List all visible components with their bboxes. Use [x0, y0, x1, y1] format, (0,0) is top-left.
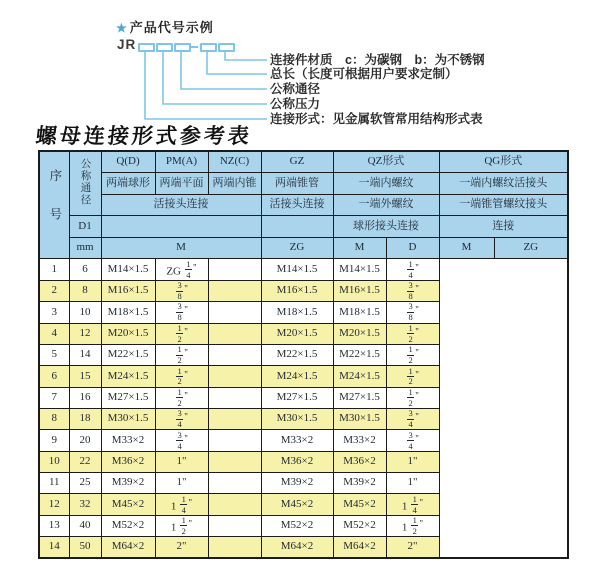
header-sub-gz: 两端锥管 [261, 173, 333, 195]
cell-d-qz: M22×1.5 [261, 344, 333, 365]
header-conn-qg-3: 连接 [439, 216, 568, 238]
cell-zg-gz: $\frac{1}{2}$ " [155, 387, 208, 408]
table-body [39, 259, 568, 558]
cell-zg-gz: $\frac{1}{2}$ " [155, 344, 208, 365]
cell-m-union: M33×2 [101, 430, 155, 451]
table-row [39, 344, 568, 365]
cell-d-qz: M52×2 [261, 515, 333, 536]
cell-m-union: M18×1.5 [101, 302, 155, 323]
cell-serial: 7 [39, 387, 69, 408]
cell-d-qz: M14×1.5 [261, 259, 333, 280]
cell-zg-qg: $\frac{3}{8}$ " [386, 302, 439, 323]
table-row [39, 451, 568, 472]
header-conn-qg-2: 一端锥管螺纹接头 [439, 194, 568, 216]
header-thread-m: M [101, 237, 261, 259]
cell-m-union: M16×1.5 [101, 280, 155, 301]
cell-dn: 10 [69, 302, 101, 323]
cell-serial: 3 [39, 302, 69, 323]
cell-serial: 6 [39, 366, 69, 387]
cell-serial: 2 [39, 280, 69, 301]
header-sub-qg: 一端内螺纹活接头 [439, 173, 568, 195]
cell-zg-qg: $\frac{1}{2}$ " [386, 387, 439, 408]
header-group-qg: QG形式 [439, 151, 568, 173]
connector-line [225, 51, 267, 60]
cell-zg-gz: 2" [155, 537, 208, 558]
cell-m-union: M14×1.5 [101, 259, 155, 280]
cell-d-qz: M18×1.5 [261, 302, 333, 323]
cell-zg-gz: 1 $\frac{1}{2}$ " [155, 515, 208, 536]
header-thread-m-qz: M [333, 237, 386, 259]
header-serial: 序号 [39, 151, 69, 259]
cell-m-qz [208, 366, 261, 387]
cell-zg-qg: $\frac{1}{2}$ " [386, 344, 439, 365]
header-blank-union [101, 216, 261, 238]
header-blank-gz [261, 216, 333, 238]
diagram-label-pressure: 公称压力 [270, 97, 321, 111]
cell-m-qz [208, 537, 261, 558]
table-row [39, 323, 568, 344]
header-unit-mm: mm [69, 237, 101, 259]
connector-line [163, 51, 267, 104]
cell-m-qz [208, 515, 261, 536]
header-sub-qd: 两端球形 [101, 173, 155, 195]
cell-m-union: M27×1.5 [101, 387, 155, 408]
cell-zg-qg: $\frac{3}{4}$ " [386, 430, 439, 451]
code-prefix-label: JR [117, 37, 137, 52]
cell-zg-qg: 1" [386, 473, 439, 494]
code-box-3 [174, 43, 191, 52]
cell-m-qz [208, 259, 261, 280]
cell-m-union: M20×1.5 [101, 323, 155, 344]
cell-m-qg: M64×2 [333, 537, 386, 558]
table-header [39, 151, 568, 259]
cell-m-union: M22×1.5 [101, 344, 155, 365]
header-group-pma: PM(A) [155, 151, 208, 173]
cell-zg-gz: 1 $\frac{1}{4}$ " [155, 494, 208, 515]
connector-line [207, 51, 267, 74]
cell-serial: 12 [39, 494, 69, 515]
cell-zg-gz: $\frac{3}{4}$ " [155, 430, 208, 451]
header-thread-m-qg: M [439, 237, 494, 259]
cell-dn: 40 [69, 515, 101, 536]
cell-zg-qg: 2" [386, 537, 439, 558]
cell-m-union: M36×2 [101, 451, 155, 472]
cell-serial: 13 [39, 515, 69, 536]
cell-d-qz: M33×2 [261, 430, 333, 451]
cell-dn: 15 [69, 366, 101, 387]
cell-m-qg: M22×1.5 [333, 344, 386, 365]
header-thread-d-qz: D [386, 237, 439, 259]
cell-serial: 9 [39, 430, 69, 451]
cell-dn: 25 [69, 473, 101, 494]
header-sub-nzc: 两端内锥 [208, 173, 261, 195]
cell-m-union: M30×1.5 [101, 408, 155, 429]
header-group-qd: Q(D) [101, 151, 155, 173]
cell-m-qz [208, 408, 261, 429]
cell-zg-gz: 1" [155, 451, 208, 472]
cell-m-qz [208, 494, 261, 515]
cell-m-qz [208, 302, 261, 323]
cell-dn: 16 [69, 387, 101, 408]
cell-m-qg: M20×1.5 [333, 323, 386, 344]
cell-dn: 8 [69, 280, 101, 301]
cell-dn: 32 [69, 494, 101, 515]
cell-dn: 12 [69, 323, 101, 344]
cell-zg-qg: $\frac{3}{4}$ " [386, 408, 439, 429]
cell-d-qz: M45×2 [261, 494, 333, 515]
cell-m-qg: M18×1.5 [333, 302, 386, 323]
cell-m-qz [208, 280, 261, 301]
header-thread-zg: ZG [261, 237, 333, 259]
code-box-2 [156, 43, 173, 52]
cell-serial: 5 [39, 344, 69, 365]
cell-m-union: M39×2 [101, 473, 155, 494]
cell-zg-qg: 1" [386, 451, 439, 472]
cell-m-qg: M36×2 [333, 451, 386, 472]
cell-zg-gz: $\frac{1}{2}$ " [155, 323, 208, 344]
cell-serial: 8 [39, 408, 69, 429]
code-box-5 [218, 43, 235, 52]
header-group-nzc: NZ(C) [208, 151, 261, 173]
cell-m-qg: M39×2 [333, 473, 386, 494]
code-box-4 [200, 43, 217, 52]
cell-serial: 1 [39, 259, 69, 280]
cell-serial: 11 [39, 473, 69, 494]
cell-m-qg: M16×1.5 [333, 280, 386, 301]
cell-m-union: M24×1.5 [101, 366, 155, 387]
table-row [39, 408, 568, 429]
header-thread-zg-qg: ZG [494, 237, 568, 259]
diagram-label-length: 总长（长度可根据用户要求定制） [270, 67, 458, 81]
cell-m-qg: M30×1.5 [333, 408, 386, 429]
header-d1: D1 [69, 216, 101, 238]
cell-zg-gz: 1" [155, 473, 208, 494]
cell-serial: 10 [39, 451, 69, 472]
cell-m-qz [208, 451, 261, 472]
cell-dn: 50 [69, 537, 101, 558]
code-dash [191, 46, 198, 48]
table-row [39, 537, 568, 558]
cell-d-qz: M36×2 [261, 451, 333, 472]
nut-connection-reference-table [38, 150, 569, 559]
cell-dn: 6 [69, 259, 101, 280]
cell-d-qz: M27×1.5 [261, 387, 333, 408]
connector-line [181, 51, 267, 89]
cell-m-qg: M52×2 [333, 515, 386, 536]
cell-m-qz [208, 387, 261, 408]
diagram-title: 产品代号示例 [129, 20, 214, 35]
header-conn-qz-3: 球形接头连接 [333, 216, 439, 238]
cell-zg-gz: $\frac{3}{8}$ " [155, 302, 208, 323]
cell-m-qz [208, 473, 261, 494]
table-row [39, 302, 568, 323]
header-group-qz: QZ形式 [333, 151, 439, 173]
cell-dn: 20 [69, 430, 101, 451]
cell-zg-gz: $\frac{3}{8}$ " [155, 280, 208, 301]
cell-m-qg: M24×1.5 [333, 366, 386, 387]
cell-dn: 14 [69, 344, 101, 365]
cell-dn: 18 [69, 408, 101, 429]
cell-zg-gz: $\frac{1}{2}$ " [155, 366, 208, 387]
table-row [39, 280, 568, 301]
cell-m-qz [208, 323, 261, 344]
cell-zg-gz: ZG $\frac{1}{4}$ " [155, 259, 208, 280]
table-row [39, 515, 568, 536]
cell-d-qz: M16×1.5 [261, 280, 333, 301]
cell-m-qg: M33×2 [333, 430, 386, 451]
cell-d-qz: M30×1.5 [261, 408, 333, 429]
cell-zg-qg: $\frac{1}{2}$ " [386, 366, 439, 387]
cell-zg-qg: 1 $\frac{1}{4}$ " [386, 494, 439, 515]
cell-dn: 22 [69, 451, 101, 472]
cell-d-qz: M64×2 [261, 537, 333, 558]
cell-zg-qg: $\frac{3}{8}$ " [386, 280, 439, 301]
cell-m-qg: M27×1.5 [333, 387, 386, 408]
cell-serial: 4 [39, 323, 69, 344]
table-row [39, 430, 568, 451]
code-box-1 [138, 43, 155, 52]
table-row [39, 494, 568, 515]
header-conn-qz-2: 一端外螺纹 [333, 194, 439, 216]
cell-d-qz: M24×1.5 [261, 366, 333, 387]
header-group-gz: GZ [261, 151, 333, 173]
table-row [39, 259, 568, 280]
cell-m-qz [208, 344, 261, 365]
diagram-label-connection: 连接形式：见金属软管常用结构形式表 [270, 112, 483, 126]
cell-zg-qg: 1 $\frac{1}{2}$ " [386, 515, 439, 536]
header-conn-union: 活接头连接 [101, 194, 261, 216]
table-row [39, 387, 568, 408]
diagram-label-material: 连接件材质 c：为碳钢 b：为不锈钢 [270, 53, 485, 67]
diagram-label-diameter: 公称通径 [270, 82, 321, 96]
cell-m-qg: M14×1.5 [333, 259, 386, 280]
cell-d-qz: M20×1.5 [261, 323, 333, 344]
cell-m-qz [208, 430, 261, 451]
header-sub-pma: 两端平面 [155, 173, 208, 195]
table-row [39, 473, 568, 494]
cell-d-qz: M39×2 [261, 473, 333, 494]
cell-m-qg: M45×2 [333, 494, 386, 515]
table-title: 螺母连接形式参考表 [34, 124, 254, 148]
cell-zg-qg: $\frac{1}{4}$ " [386, 259, 439, 280]
diagram-heading [116, 17, 214, 36]
cell-m-union: M45×2 [101, 494, 155, 515]
cell-m-union: M52×2 [101, 515, 155, 536]
header-sub-qz: 一端内螺纹 [333, 173, 439, 195]
star-icon: ★ [116, 21, 128, 35]
cell-serial: 14 [39, 537, 69, 558]
table-row [39, 366, 568, 387]
cell-m-union: M64×2 [101, 537, 155, 558]
header-conn-gz: 活接头连接 [261, 194, 333, 216]
cell-zg-qg: $\frac{1}{2}$ " [386, 323, 439, 344]
cell-zg-gz: $\frac{3}{4}$ " [155, 408, 208, 429]
header-nominal-diameter: 公称通径 [69, 151, 101, 216]
